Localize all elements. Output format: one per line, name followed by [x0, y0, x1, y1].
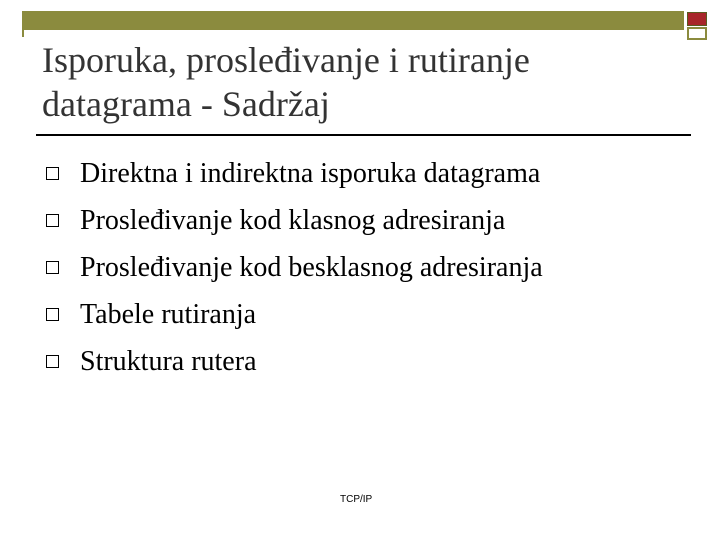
- bullet-text: Tabele rutiranja: [80, 298, 257, 330]
- hollow-square-icon: [46, 355, 59, 368]
- footer-label: TCP/IP: [340, 494, 373, 505]
- bullet-item: [46, 291, 543, 338]
- outline-square-icon: [687, 27, 707, 40]
- red-square-icon: [687, 12, 707, 26]
- bullet-item: [46, 338, 543, 385]
- hollow-square-icon: [46, 261, 59, 274]
- corner-decoration: [686, 12, 708, 42]
- bullet-item: [46, 197, 543, 244]
- bullet-text: Struktura rutera: [80, 345, 257, 377]
- slide-title: Isporuka, prosleđivanje i rutiranje datagrama - Sadržaj: [42, 40, 530, 124]
- hollow-square-icon: [46, 167, 59, 180]
- bullet-item: [46, 244, 543, 291]
- top-accent-bar: [22, 11, 684, 30]
- left-accent-strip: [22, 11, 24, 37]
- bullet-item: [46, 150, 543, 197]
- bullet-list: [46, 150, 543, 385]
- bullet-text: Prosleđivanje kod besklasnog adresiranja: [80, 251, 543, 283]
- hollow-square-icon: [46, 214, 59, 227]
- bullet-text: Direktna i indirektna isporuka datagrama: [80, 157, 541, 189]
- title-divider: [36, 134, 691, 136]
- hollow-square-icon: [46, 308, 59, 321]
- bullet-text: Prosleđivanje kod klasnog adresiranja: [80, 204, 506, 236]
